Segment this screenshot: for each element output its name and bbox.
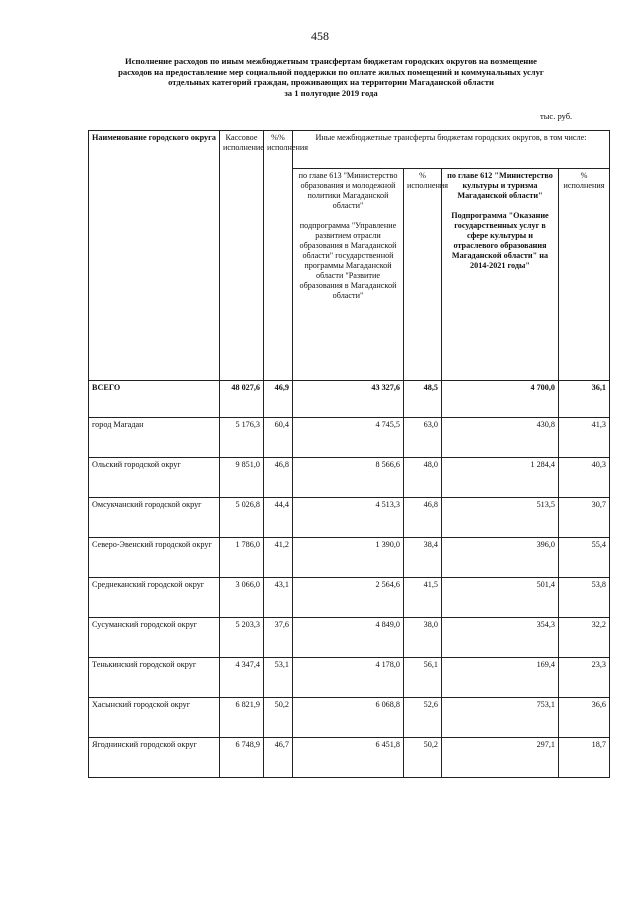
- row-pct613: 38,0: [404, 618, 442, 658]
- row-ch612: 354,3: [442, 618, 559, 658]
- header-chapter-612: [442, 169, 559, 381]
- header-pct-612: % исполнения: [559, 169, 610, 381]
- row-ch613: 6 068,8: [293, 698, 404, 738]
- row-pct612: 32,2: [559, 618, 610, 658]
- row-pct613: 41,5: [404, 578, 442, 618]
- table-row: [89, 658, 610, 698]
- table-row: [89, 738, 610, 778]
- row-pct613: 38,4: [404, 538, 442, 578]
- row-cash: 6 748,9: [220, 738, 264, 778]
- row-pct613: 48,0: [404, 458, 442, 498]
- row-cash: 5 026,8: [220, 498, 264, 538]
- row-pct: 37,6: [264, 618, 293, 658]
- row-pct: 44,4: [264, 498, 293, 538]
- total-pct612: 36,1: [559, 381, 610, 418]
- row-ch612: 501,4: [442, 578, 559, 618]
- row-pct: 53,1: [264, 658, 293, 698]
- total-cash: 48 027,6: [220, 381, 264, 418]
- row-pct613: 50,2: [404, 738, 442, 778]
- table-row: [89, 618, 610, 658]
- row-ch613: 4 849,0: [293, 618, 404, 658]
- title-line: отдельных категорий граждан, проживающих на территории Магаданской области: [168, 77, 494, 87]
- row-ch612: 753,1: [442, 698, 559, 738]
- row-pct613: 63,0: [404, 418, 442, 458]
- row-cash: 3 066,0: [220, 578, 264, 618]
- header-chapter-613-title: по главе 613 "Министерство образования и молодежной политики Магаданской области": [298, 171, 398, 210]
- row-ch612: 169,4: [442, 658, 559, 698]
- row-cash: 9 851,0: [220, 458, 264, 498]
- row-cash: 4 347,4: [220, 658, 264, 698]
- row-ch612: 513,5: [442, 498, 559, 538]
- row-ch613: 8 566,6: [293, 458, 404, 498]
- total-ch612: 4 700,0: [442, 381, 559, 418]
- row-pct612: 40,3: [559, 458, 610, 498]
- header-transfers: Иные межбюджетные трансферты бюджетам городских округов, в том числе:: [293, 131, 610, 169]
- table-row: [89, 538, 610, 578]
- row-ch612: 430,8: [442, 418, 559, 458]
- table-row: [89, 578, 610, 618]
- total-pct613: 48,5: [404, 381, 442, 418]
- row-pct612: 18,7: [559, 738, 610, 778]
- page-number: 458: [311, 29, 329, 43]
- row-ch612: 396,0: [442, 538, 559, 578]
- row-pct612: 30,7: [559, 498, 610, 538]
- row-pct613: 46,8: [404, 498, 442, 538]
- units-label: тыс. руб.: [540, 111, 573, 121]
- row-pct: 46,8: [264, 458, 293, 498]
- row-ch612: 1 284,4: [442, 458, 559, 498]
- row-pct612: 55,4: [559, 538, 610, 578]
- header-cash: Кассовое исполнение: [220, 131, 264, 381]
- row-name: Тенькинский городской округ: [89, 658, 220, 698]
- total-name: ВСЕГО: [89, 381, 220, 418]
- title-line: расходов на предоставление мер социальной поддержки по оплате жилых помещений и коммунальных услуг: [118, 66, 544, 77]
- row-name: Среднеканский городской округ: [89, 578, 220, 618]
- row-name: Хасынский городской округ: [89, 698, 220, 738]
- row-pct612: 53,8: [559, 578, 610, 618]
- row-ch613: 4 745,5: [293, 418, 404, 458]
- row-pct612: 41,3: [559, 418, 610, 458]
- row-pct: 41,2: [264, 538, 293, 578]
- row-name: Омсукчанский городской округ: [89, 498, 220, 538]
- total-ch613: 43 327,6: [293, 381, 404, 418]
- row-ch613: 2 564,6: [293, 578, 404, 618]
- row-pct: 43,1: [264, 578, 293, 618]
- row-name: Ольский городской округ: [89, 458, 220, 498]
- header-chapter-613: [293, 169, 404, 381]
- row-ch613: 4 178,0: [293, 658, 404, 698]
- title-line: за 1 полугодие 2019 года: [284, 87, 378, 98]
- row-ch613: 1 390,0: [293, 538, 404, 578]
- row-ch613: 6 451,8: [293, 738, 404, 778]
- row-pct612: 36,6: [559, 698, 610, 738]
- table-row: [89, 458, 610, 498]
- row-cash: 1 786,0: [220, 538, 264, 578]
- row-name: город Магадан: [89, 418, 220, 458]
- row-cash: 5 203,3: [220, 618, 264, 658]
- row-name: Сусуманский городской округ: [89, 618, 220, 658]
- row-pct612: 23,3: [559, 658, 610, 698]
- row-cash: 6 821,9: [220, 698, 264, 738]
- row-pct: 60,4: [264, 418, 293, 458]
- total-pct: 46,9: [264, 381, 293, 418]
- header-pct: %% исполнения: [264, 131, 293, 381]
- table-row: [89, 498, 610, 538]
- row-name: Северо-Эвенский городской округ: [89, 538, 220, 578]
- execution-table: [88, 130, 610, 778]
- title-line: Исполнение расходов по иным межбюджетным трансфертам бюджетам городских округов на возмещение: [125, 56, 537, 66]
- table-row: [89, 698, 610, 738]
- header-row: [89, 131, 610, 169]
- row-pct: 46,7: [264, 738, 293, 778]
- row-name: Ягоднинский городской округ: [89, 738, 220, 778]
- header-pct-613: % исполнения: [404, 169, 442, 381]
- header-chapter-612-title: по главе 612 "Министерство культуры и туризма Магаданской области": [447, 171, 553, 200]
- row-ch613: 4 513,3: [293, 498, 404, 538]
- row-pct613: 52,6: [404, 698, 442, 738]
- row-pct: 50,2: [264, 698, 293, 738]
- table-row: [89, 418, 610, 458]
- document-title: [96, 56, 566, 98]
- header-district: Наименование городского округа: [89, 131, 220, 381]
- row-cash: 5 176,3: [220, 418, 264, 458]
- header-chapter-612-program: Подпрограмма "Оказание государственных услуг в сфере культуры и отраслевого образования Магаданской области" на 2014-2021 годы": [451, 211, 549, 270]
- total-row: [89, 381, 610, 418]
- row-pct613: 56,1: [404, 658, 442, 698]
- row-ch612: 297,1: [442, 738, 559, 778]
- header-chapter-613-program: подпрограмма "Управление развитием отрасли образования в Магаданской области" государственной программы Магаданской области "Развитие образования в Магаданской области": [299, 221, 397, 300]
